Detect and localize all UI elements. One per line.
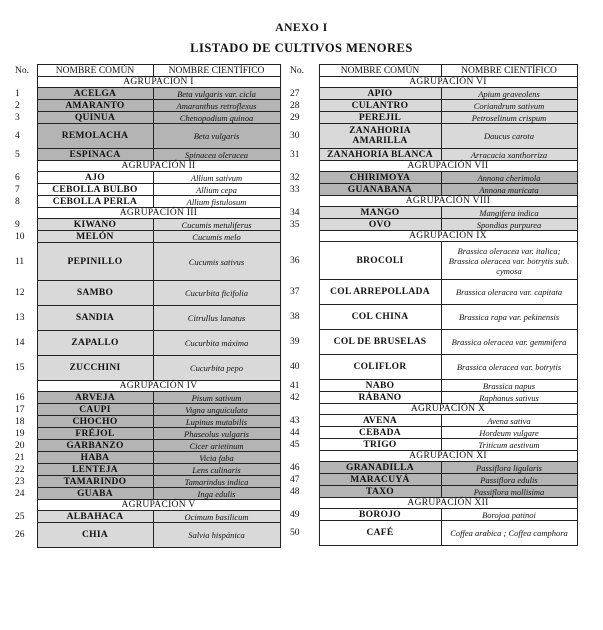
- group-header-row: [14, 161, 280, 172]
- scientific-name-cell: Annona muricata: [441, 184, 577, 196]
- table-row: [14, 219, 280, 231]
- common-name-cell: CHOCHO: [37, 416, 153, 428]
- table-row: [289, 474, 577, 486]
- table-row: [289, 88, 577, 100]
- table-row: [289, 486, 577, 498]
- table-row: [289, 355, 577, 380]
- scientific-name-cell: Brassica rapa var. pekinensis: [441, 305, 577, 330]
- scientific-name-cell: Avena sativa: [441, 415, 577, 427]
- row-number: 22: [15, 464, 25, 475]
- scientific-name-cell: Petroselinum crispum: [441, 112, 577, 124]
- table-row: [289, 392, 577, 404]
- scientific-name-cell: Lupinus mutabilis: [153, 416, 280, 428]
- common-name-cell: BOROJO: [319, 509, 441, 521]
- scientific-name-cell: Phaseolus vulgaris: [153, 428, 280, 440]
- row-number: 21: [15, 452, 25, 463]
- table-row: [14, 196, 280, 208]
- common-name-cell: CHIA: [37, 523, 153, 548]
- common-name-cell: CEBOLLA PERLA: [37, 196, 153, 208]
- table-row: [14, 488, 280, 500]
- group-label: AGRUPACIÓN VII: [319, 161, 577, 172]
- common-name-cell: MANGO: [319, 207, 441, 219]
- row-number: 47: [290, 474, 300, 485]
- scientific-name-cell: Citrullus lanatus: [153, 306, 280, 331]
- table-row: [289, 112, 577, 124]
- row-number: 24: [15, 488, 25, 499]
- common-name-cell: LENTEJA: [37, 464, 153, 476]
- common-name-cell: RÁBANO: [319, 392, 441, 404]
- row-number: 34: [290, 207, 300, 218]
- table-row: [289, 172, 577, 184]
- common-name-cell: FRÉJOL: [37, 428, 153, 440]
- row-number: 38: [290, 312, 300, 322]
- scientific-name-cell: Tamarindus indica: [153, 476, 280, 488]
- table-row: [14, 243, 280, 281]
- row-number: 50: [290, 528, 300, 538]
- row-number: 46: [290, 462, 300, 473]
- table-row: [14, 172, 280, 184]
- scientific-name-cell: Ocimum basilicum: [153, 511, 280, 523]
- group-label: AGRUPACIÓN IV: [37, 381, 280, 392]
- table-row: [14, 452, 280, 464]
- scientific-name-cell: Brassica oleracea var. botrytis: [441, 355, 577, 380]
- table-row: [14, 149, 280, 161]
- common-name-cell: COLIFLOR: [319, 355, 441, 380]
- row-number: 8: [15, 196, 20, 207]
- row-number: 19: [15, 428, 25, 439]
- group-label: AGRUPACIÓN VI: [319, 77, 577, 88]
- row-number: 18: [15, 416, 25, 427]
- row-number: 20: [15, 440, 25, 451]
- scientific-name-cell: Coriandrum sativum: [441, 100, 577, 112]
- scientific-name-cell: Cucumis sativus: [153, 243, 280, 281]
- table-row: [14, 112, 280, 124]
- table-row: [14, 523, 280, 548]
- common-name-cell: GUABA: [37, 488, 153, 500]
- group-header-row: [14, 77, 280, 88]
- common-name-cell: KIWANO: [37, 219, 153, 231]
- row-number: 13: [15, 313, 25, 323]
- common-name-cell: AVENA: [319, 415, 441, 427]
- row-number: 31: [290, 149, 300, 160]
- common-name-cell: AJO: [37, 172, 153, 184]
- row-number: 29: [290, 112, 300, 123]
- common-name-cell: ARVEJA: [37, 392, 153, 404]
- scientific-name-cell: Allium fistulosum: [153, 196, 280, 208]
- group-label: AGRUPACIÓN X: [319, 404, 577, 415]
- row-number: 7: [15, 184, 20, 195]
- group-spacer: [289, 498, 319, 509]
- common-name-cell: BROCOLI: [319, 242, 441, 280]
- group-header-row: [289, 451, 577, 462]
- group-spacer: [289, 77, 319, 88]
- group-header-row: [289, 404, 577, 415]
- table-row: [289, 100, 577, 112]
- common-name-cell: CAUPI: [37, 404, 153, 416]
- common-name-cell: CEBOLLA BULBO: [37, 184, 153, 196]
- common-name-cell: HABA: [37, 452, 153, 464]
- common-name-cell: OVO: [319, 219, 441, 231]
- table-row: [14, 476, 280, 488]
- scientific-name-cell: Pisum sativum: [153, 392, 280, 404]
- table-row: [14, 281, 280, 306]
- common-name-cell: TAMARINDO: [37, 476, 153, 488]
- group-spacer: [14, 161, 37, 172]
- header-no: No.: [15, 65, 29, 76]
- table-row: [289, 439, 577, 451]
- scientific-name-cell: Raphanus sativus: [441, 392, 577, 404]
- common-name-cell: SAMBO: [37, 281, 153, 306]
- scientific-name-cell: Apium graveolens: [441, 88, 577, 100]
- table-row: [289, 242, 577, 280]
- row-number: 28: [290, 100, 300, 111]
- row-number: 32: [290, 172, 300, 183]
- scientific-name-cell: Brassica napus: [441, 380, 577, 392]
- row-number: 49: [290, 509, 300, 520]
- table-row: [289, 427, 577, 439]
- scientific-name-cell: Brassica oleracea var. capitata: [441, 280, 577, 305]
- scientific-name-cell: Beta vulgaris: [153, 124, 280, 149]
- row-number: 41: [290, 380, 300, 391]
- table-row: [14, 416, 280, 428]
- row-number: 25: [15, 511, 25, 522]
- common-name-cell: ZANAHORIA BLANCA: [319, 149, 441, 161]
- group-header-row: [289, 161, 577, 172]
- group-header-row: [289, 498, 577, 509]
- table-row: [289, 149, 577, 161]
- group-spacer: [14, 77, 37, 88]
- row-number: 23: [15, 476, 25, 487]
- header-scientific-name: NOMBRE CIENTÍFICO: [153, 65, 280, 77]
- scientific-name-cell: Coffea arabica ; Coffea camphora: [441, 521, 577, 546]
- group-header-row: [14, 208, 280, 219]
- right-crop-table: [289, 64, 578, 546]
- table-row: [14, 428, 280, 440]
- header-no: No.: [290, 65, 304, 76]
- common-name-cell: ZANAHORIA AMARILLA: [319, 124, 441, 149]
- common-name-cell: PEPINILLO: [37, 243, 153, 281]
- scientific-name-cell: Hordeum vulgare: [441, 427, 577, 439]
- group-header-row: [14, 500, 280, 511]
- table-row: [289, 509, 577, 521]
- scientific-name-cell: Chenopodium quinoa: [153, 112, 280, 124]
- table-row: [14, 124, 280, 149]
- table-row: [14, 331, 280, 356]
- row-number: 48: [290, 486, 300, 497]
- row-number: 39: [290, 337, 300, 347]
- scientific-name-cell: Cucurbita máxima: [153, 331, 280, 356]
- table-header-row: [289, 65, 577, 77]
- common-name-cell: MARACUYÁ: [319, 474, 441, 486]
- scientific-name-cell: Allium sativum: [153, 172, 280, 184]
- row-number: 15: [15, 363, 25, 373]
- row-number: 17: [15, 404, 25, 415]
- group-spacer: [289, 451, 319, 462]
- scientific-name-cell: Daucus carota: [441, 124, 577, 149]
- group-spacer: [289, 231, 319, 242]
- row-number: 3: [15, 112, 20, 123]
- group-label: AGRUPACIÓN IX: [319, 231, 577, 242]
- row-number: 42: [290, 392, 300, 403]
- scientific-name-cell: Cucurbita ficifolia: [153, 281, 280, 306]
- group-header-row: [14, 381, 280, 392]
- common-name-cell: NABO: [319, 380, 441, 392]
- scientific-name-cell: Vigna unguiculata: [153, 404, 280, 416]
- row-number: 33: [290, 184, 300, 195]
- scientific-name-cell: Beta vulgaris var. cicla: [153, 88, 280, 100]
- row-number: 35: [290, 219, 300, 230]
- group-spacer: [14, 381, 37, 392]
- common-name-cell: QUINUA: [37, 112, 153, 124]
- header-scientific-name: NOMBRE CIENTÍFICO: [441, 65, 577, 77]
- table-row: [14, 392, 280, 404]
- group-label: AGRUPACIÓN V: [37, 500, 280, 511]
- scientific-name-cell: Passiflora mollisima: [441, 486, 577, 498]
- common-name-cell: ALBAHACA: [37, 511, 153, 523]
- common-name-cell: REMOLACHA: [37, 124, 153, 149]
- scientific-name-cell: Inga edulis: [153, 488, 280, 500]
- scientific-name-cell: Brassica oleracea var. gemmifera: [441, 330, 577, 355]
- table-row: [14, 306, 280, 331]
- table-header-row: [14, 65, 280, 77]
- table-row: [289, 415, 577, 427]
- table-row: [289, 219, 577, 231]
- scientific-name-cell: Spondias purpurea: [441, 219, 577, 231]
- table-row: [289, 462, 577, 474]
- group-spacer: [14, 500, 37, 511]
- group-spacer: [289, 196, 319, 207]
- common-name-cell: ZAPALLO: [37, 331, 153, 356]
- row-number: 43: [290, 415, 300, 426]
- group-label: AGRUPACIÓN II: [37, 161, 280, 172]
- row-number: 45: [290, 439, 300, 450]
- common-name-cell: TAXO: [319, 486, 441, 498]
- group-header-row: [289, 77, 577, 88]
- scientific-name-cell: Allium cepa: [153, 184, 280, 196]
- scientific-name-cell: Cucumis metuliferus: [153, 219, 280, 231]
- table-row: [14, 464, 280, 476]
- table-row: [289, 184, 577, 196]
- scientific-name-cell: Borojoa patinoi: [441, 509, 577, 521]
- scientific-name-cell: Annona cherimola: [441, 172, 577, 184]
- row-number: 27: [290, 88, 300, 99]
- row-number: 16: [15, 392, 25, 403]
- table-row: [289, 380, 577, 392]
- table-row: [14, 511, 280, 523]
- common-name-cell: GUANABANA: [319, 184, 441, 196]
- scientific-name-cell: Cucumis melo: [153, 231, 280, 243]
- common-name-cell: CULANTRO: [319, 100, 441, 112]
- table-row: [289, 330, 577, 355]
- table-row: [289, 305, 577, 330]
- group-spacer: [14, 208, 37, 219]
- row-number: 2: [15, 100, 20, 111]
- common-name-cell: TRIGO: [319, 439, 441, 451]
- scientific-name-cell: Brassica oleracea var. italica; Brassica oleracea var. botrytis sub. cymosa: [441, 242, 577, 280]
- common-name-cell: SANDIA: [37, 306, 153, 331]
- row-number: 44: [290, 427, 300, 438]
- common-name-cell: CEBADA: [319, 427, 441, 439]
- row-number: 9: [15, 219, 20, 230]
- scientific-name-cell: Spinacea oleracea: [153, 149, 280, 161]
- row-number: 4: [15, 131, 20, 141]
- row-number: 37: [290, 287, 300, 297]
- row-number: 40: [290, 362, 300, 372]
- common-name-cell: COL ARREPOLLADA: [319, 280, 441, 305]
- table-row: [14, 356, 280, 381]
- common-name-cell: COL CHINA: [319, 305, 441, 330]
- table-row: [289, 207, 577, 219]
- left-crop-table: [14, 64, 281, 548]
- group-label: AGRUPACIÓN XII: [319, 498, 577, 509]
- group-label: AGRUPACIÓN III: [37, 208, 280, 219]
- common-name-cell: ZUCCHINI: [37, 356, 153, 381]
- table-row: [14, 231, 280, 243]
- row-number: 1: [15, 88, 20, 99]
- common-name-cell: GARBANZO: [37, 440, 153, 452]
- scientific-name-cell: Passiflora edulis: [441, 474, 577, 486]
- table-row: [14, 440, 280, 452]
- row-number: 11: [15, 256, 25, 267]
- row-number: 30: [290, 131, 300, 141]
- group-spacer: [289, 161, 319, 172]
- common-name-cell: CHIRIMOYA: [319, 172, 441, 184]
- row-number: 12: [15, 288, 25, 298]
- row-number: 36: [290, 255, 300, 266]
- table-row: [289, 124, 577, 149]
- common-name-cell: PEREJIL: [319, 112, 441, 124]
- scientific-name-cell: Passiflora ligularis: [441, 462, 577, 474]
- scientific-name-cell: Arracacia xanthorriza: [441, 149, 577, 161]
- scientific-name-cell: Salvia hispánica: [153, 523, 280, 548]
- table-row: [14, 100, 280, 112]
- common-name-cell: CAFÉ: [319, 521, 441, 546]
- group-spacer: [289, 404, 319, 415]
- table-row: [289, 521, 577, 546]
- common-name-cell: ESPINACA: [37, 149, 153, 161]
- group-label: AGRUPACIÓN I: [37, 77, 280, 88]
- common-name-cell: COL DE BRUSELAS: [319, 330, 441, 355]
- scientific-name-cell: Triticum aestivum: [441, 439, 577, 451]
- table-row: [14, 88, 280, 100]
- scientific-name-cell: Cicer arietinum: [153, 440, 280, 452]
- header-common-name: NOMBRE COMÚN: [319, 65, 441, 77]
- scientific-name-cell: Cucurbita pepo: [153, 356, 280, 381]
- common-name-cell: ACELGA: [37, 88, 153, 100]
- scientific-name-cell: Lens culinaris: [153, 464, 280, 476]
- row-number: 26: [15, 530, 25, 540]
- group-header-row: [289, 231, 577, 242]
- annex-title: ANEXO I: [275, 22, 328, 34]
- common-name-cell: APIO: [319, 88, 441, 100]
- document-subtitle: LISTADO DE CULTIVOS MENORES: [190, 41, 413, 55]
- row-number: 10: [15, 231, 25, 242]
- header-common-name: NOMBRE COMÚN: [37, 65, 153, 77]
- group-label: AGRUPACIÓN VIII: [319, 196, 577, 207]
- group-label: AGRUPACIÓN XI: [319, 451, 577, 462]
- row-number: 14: [15, 338, 25, 348]
- row-number: 6: [15, 172, 20, 183]
- common-name-cell: GRANADILLA: [319, 462, 441, 474]
- table-row: [289, 280, 577, 305]
- table-row: [14, 404, 280, 416]
- common-name-cell: AMARANTO: [37, 100, 153, 112]
- scientific-name-cell: Amaranthus retroflexus: [153, 100, 280, 112]
- common-name-cell: MELÓN: [37, 231, 153, 243]
- scientific-name-cell: Mangifera indica: [441, 207, 577, 219]
- scientific-name-cell: Vicia faba: [153, 452, 280, 464]
- table-row: [14, 184, 280, 196]
- row-number: 5: [15, 149, 20, 160]
- group-header-row: [289, 196, 577, 207]
